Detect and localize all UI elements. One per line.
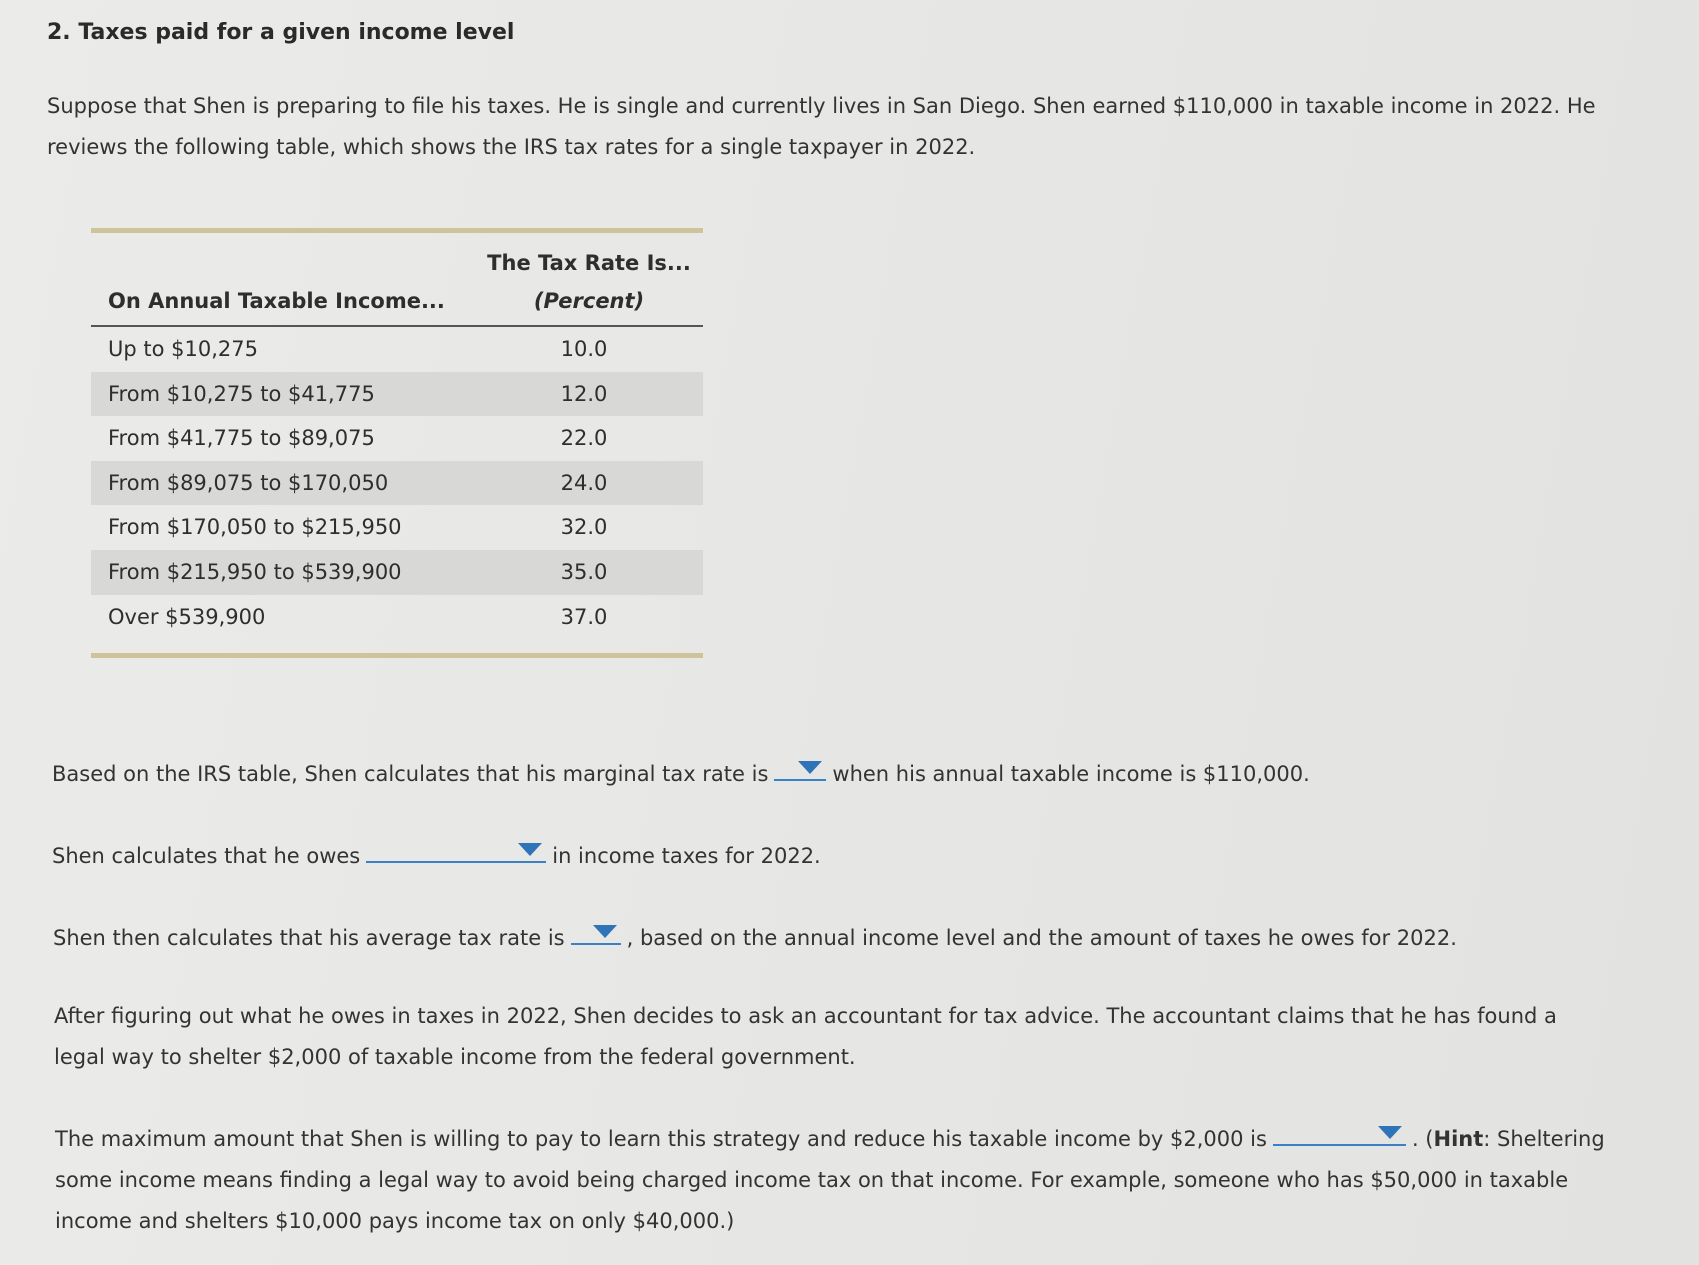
- tax-rate: 10.0: [560, 337, 608, 361]
- chevron-down-icon: [798, 761, 822, 774]
- income-column-header: On Annual Taxable Income...: [108, 289, 445, 313]
- chevron-down-icon: [593, 925, 617, 938]
- question-text: in income taxes for 2022.: [552, 844, 821, 868]
- income-bracket: From $89,075 to $170,050: [108, 470, 389, 495]
- question-text: when his annual taxable income is $110,000.: [832, 762, 1310, 786]
- hint-label: Hint: [1433, 1127, 1484, 1151]
- table-row: [91, 372, 703, 417]
- income-bracket: Up to $10,275: [108, 337, 258, 361]
- tax-rate: 22.0: [560, 426, 608, 451]
- question-text: The maximum amount that Shen is willing to pay to learn this strategy and reduce his taxable income by $2,000 is: [55, 1127, 1267, 1151]
- table-row: [91, 327, 703, 372]
- intro-paragraph: Suppose that Shen is preparing to file his taxes. He is single and currently lives in San Diego. Shen earned $110,000 in taxable income in 2022. He reviews the following table, which shows the IRS tax rates for a single taxpayer in 2022.: [47, 94, 1596, 159]
- tax-rate: 32.0: [560, 515, 608, 540]
- table-row: [91, 505, 703, 550]
- rate-column-title: The Tax Rate Is...: [487, 251, 691, 275]
- taxes-owed-question: [52, 839, 821, 868]
- income-bracket: Over $539,900: [108, 604, 266, 629]
- question-text: Shen calculates that he owes: [52, 844, 361, 868]
- average-rate-dropdown[interactable]: [571, 921, 621, 945]
- marginal-rate-question: [52, 757, 1310, 786]
- tax-rate: 24.0: [560, 470, 608, 495]
- question-text: , based on the annual income level and the amount of taxes he owes for 2022.: [626, 926, 1457, 950]
- table-header: [91, 233, 703, 327]
- table-row: [91, 595, 703, 640]
- table-row: [91, 550, 703, 595]
- income-bracket: From $170,050 to $215,950: [108, 515, 402, 540]
- table-bottom-rule: [91, 653, 703, 658]
- tax-rate: 37.0: [560, 604, 608, 629]
- question-text: . (: [1411, 1127, 1434, 1151]
- tax-rate: 35.0: [560, 559, 608, 584]
- taxes-owed-dropdown[interactable]: [366, 839, 546, 863]
- income-bracket: From $215,950 to $539,900: [108, 559, 402, 584]
- table-row: [91, 416, 703, 461]
- tax-rate: 12.0: [560, 381, 608, 406]
- chevron-down-icon: [1378, 1126, 1402, 1139]
- question-text: Based on the IRS table, Shen calculates that his marginal tax rate is: [52, 762, 769, 786]
- question-heading: 2. Taxes paid for a given income level: [47, 20, 515, 45]
- table-row: [91, 461, 703, 506]
- income-bracket: From $10,275 to $41,775: [108, 381, 375, 406]
- marginal-rate-dropdown[interactable]: [774, 757, 826, 781]
- rate-column-unit: (Percent): [533, 289, 645, 313]
- accountant-paragraph: After figuring out what he owes in taxes in 2022, Shen decides to ask an accountant for tax advice. The accountant claims that he has found a legal way to shelter $2,000 of taxable income from the federal government.: [54, 1004, 1557, 1069]
- tax-rate-table: [91, 228, 703, 658]
- income-bracket: From $41,775 to $89,075: [108, 426, 375, 451]
- hint-text: : Sheltering some income means finding a legal way to avoid being charged income tax on that income. For example, someone who has $50,000 in taxable income and shelters $10,000 pays income tax on only $40,000.): [55, 1127, 1605, 1233]
- chevron-down-icon: [518, 843, 542, 856]
- shelter-question: [55, 1119, 1645, 1242]
- question-text: Shen then calculates that his average tax rate is: [53, 926, 565, 950]
- rate-column-header: [479, 251, 699, 313]
- max-payment-dropdown[interactable]: [1273, 1122, 1406, 1146]
- average-rate-question: [53, 921, 1457, 950]
